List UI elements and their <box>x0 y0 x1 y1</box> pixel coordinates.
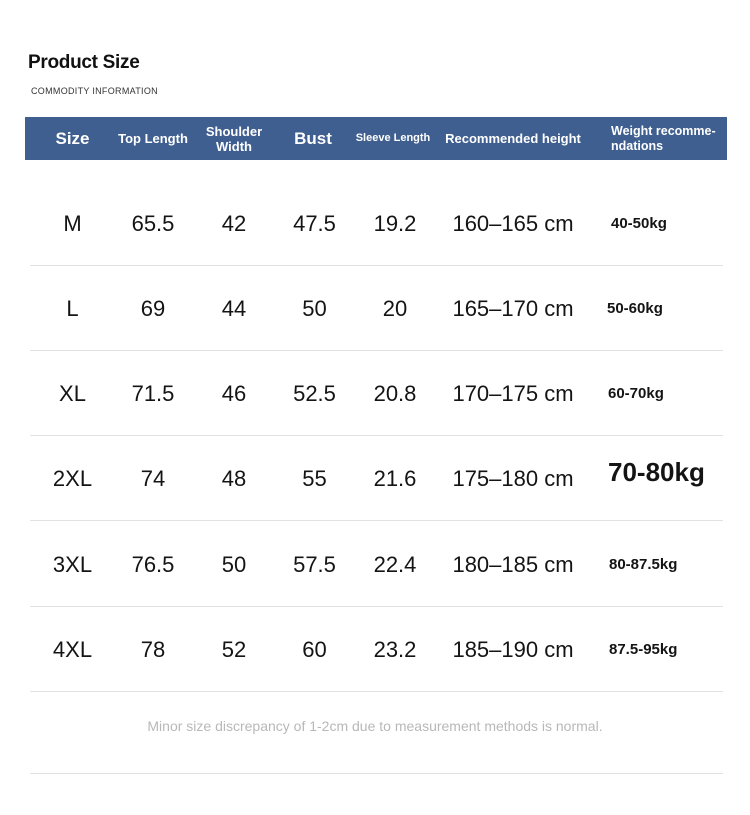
cell-height: 185–190 cm <box>452 636 574 662</box>
cell-top-length: 71.5 <box>131 380 175 406</box>
header-size: Size <box>55 129 90 148</box>
cell-size: 3XL <box>52 551 93 577</box>
cell-size: L <box>66 295 79 321</box>
cell-shoulder: 42 <box>221 210 247 236</box>
header-shoulder-width <box>197 117 271 160</box>
cell-shoulder: 44 <box>221 295 247 321</box>
cell-size: M <box>63 210 82 236</box>
header-weight-recommendations <box>611 117 723 160</box>
page-subtitle: COMMODITY INFORMATION <box>31 86 158 96</box>
bottom-divider <box>30 773 723 774</box>
header-sleeve-length: Sleeve Length <box>355 132 431 144</box>
cell-top-length: 76.5 <box>131 551 175 577</box>
measurement-note: Minor size discrepancy of 1-2cm due to measurement methods is normal. <box>147 718 603 734</box>
cell-shoulder: 50 <box>221 551 247 577</box>
cell-weight: 40-50kg <box>611 215 667 232</box>
cell-sleeve: 19.2 <box>373 210 417 236</box>
cell-sleeve: 22.4 <box>373 551 417 577</box>
cell-shoulder: 46 <box>221 380 247 406</box>
cell-sleeve: 21.6 <box>373 465 417 491</box>
table-row <box>30 522 723 607</box>
cell-weight: 87.5-95kg <box>609 641 678 658</box>
cell-weight: 50-60kg <box>607 300 663 317</box>
cell-sleeve: 20.8 <box>373 380 417 406</box>
cell-top-length: 69 <box>140 295 166 321</box>
table-row <box>30 436 723 521</box>
cell-bust: 55 <box>302 465 327 491</box>
cell-top-length: 65.5 <box>131 210 175 236</box>
cell-bust: 52.5 <box>293 380 336 406</box>
cell-sleeve: 20 <box>382 295 408 321</box>
cell-sleeve: 23.2 <box>373 636 417 662</box>
cell-weight: 80-87.5kg <box>609 556 678 573</box>
cell-top-length: 78 <box>140 636 166 662</box>
cell-bust: 47.5 <box>293 210 336 236</box>
cell-bust: 57.5 <box>293 551 336 577</box>
cell-height: 165–170 cm <box>452 295 574 321</box>
table-row <box>30 351 723 436</box>
cell-bust: 60 <box>302 636 327 662</box>
header-recommended-height: Recommended height <box>445 131 581 146</box>
header-top-length: Top Length <box>118 131 188 146</box>
cell-bust: 50 <box>302 295 327 321</box>
header-shoulder-width-line-2: Width <box>216 138 252 154</box>
cell-size: XL <box>59 380 86 406</box>
table-row <box>30 266 723 351</box>
table-row <box>30 181 723 266</box>
cell-height: 175–180 cm <box>452 465 574 491</box>
cell-shoulder: 48 <box>221 465 247 491</box>
cell-weight: 60-70kg <box>608 385 664 402</box>
header-weight-line-2: ndations <box>611 138 664 153</box>
page-title: Product Size <box>28 52 140 73</box>
table-row <box>30 607 723 692</box>
header-weight-line-1: Weight recomme- <box>611 123 716 138</box>
row-divider <box>30 691 723 692</box>
cell-weight: 70-80kg <box>608 457 705 487</box>
cell-size: 2XL <box>52 465 93 491</box>
cell-size: 4XL <box>52 636 93 662</box>
header-shoulder-width-line-1: Shoulder <box>205 123 263 139</box>
cell-height: 180–185 cm <box>452 551 574 577</box>
cell-shoulder: 52 <box>221 636 247 662</box>
table-header <box>25 117 727 160</box>
header-bust: Bust <box>294 129 332 148</box>
cell-height: 160–165 cm <box>452 210 574 236</box>
cell-height: 170–175 cm <box>452 380 574 406</box>
row-divider <box>30 520 723 521</box>
cell-top-length: 74 <box>140 465 166 491</box>
